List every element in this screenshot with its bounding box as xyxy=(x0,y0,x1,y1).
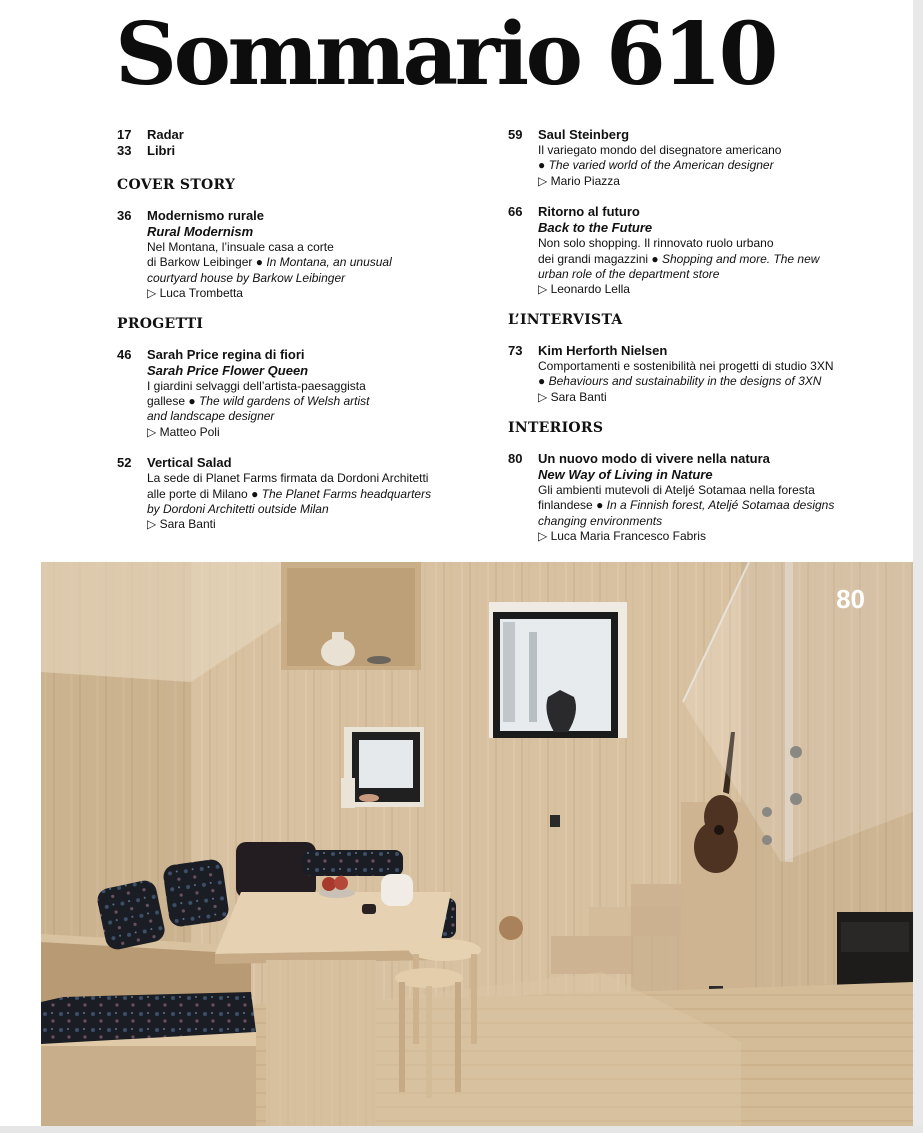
entry-subtitle: Back to the Future xyxy=(538,220,653,236)
entry-title: Kim Herforth Nielsen xyxy=(538,342,668,358)
toc-right-column xyxy=(508,127,878,545)
entry-author: Matteo Poli xyxy=(159,424,220,439)
triangle-right-icon: ▷ xyxy=(538,529,548,544)
toc-entry-radar[interactable] xyxy=(117,127,487,143)
entry-author: Luca Maria Francesco Fabris xyxy=(550,529,706,544)
entry-description-line: by Dordoni Architetti outside Milan xyxy=(147,502,329,517)
entry-author-line xyxy=(538,174,878,189)
entry-description-line: I giardini selvaggi dell’artista-paesaggista xyxy=(147,378,366,393)
entry-author: Mario Piazza xyxy=(550,173,620,188)
page-title: Sommario 610 xyxy=(115,4,775,105)
triangle-right-icon: ▷ xyxy=(538,173,548,188)
bullet-icon: ● xyxy=(538,374,546,389)
triangle-right-icon: ▷ xyxy=(538,389,548,404)
bullet-icon: ● xyxy=(255,255,263,270)
toc-entry-nuovo-modo-di-vivere[interactable] xyxy=(508,451,878,545)
entry-description-en: The Planet Farms headquarters xyxy=(261,486,432,501)
page-number: 52 xyxy=(117,455,132,471)
toc-entry-modernismo-rurale[interactable] xyxy=(117,208,487,302)
entry-subtitle: Sarah Price Flower Queen xyxy=(147,362,309,378)
page-number: 80 xyxy=(508,451,523,467)
interior-illustration xyxy=(41,562,913,1126)
entry-description-line: courtyard house by Barkow Leibinger xyxy=(147,270,346,285)
entry-description-line: and landscape designer xyxy=(147,409,275,424)
toc-left-column xyxy=(117,127,487,533)
bullet-icon: ● xyxy=(538,158,546,173)
entry-author: Luca Trombetta xyxy=(159,286,243,301)
interior-photo xyxy=(41,562,913,1126)
bullet-icon: ● xyxy=(596,498,604,513)
bullet-icon: ● xyxy=(651,251,659,266)
page-number: 66 xyxy=(508,204,523,220)
triangle-right-icon: ▷ xyxy=(147,517,157,532)
triangle-right-icon: ▷ xyxy=(147,286,157,301)
entry-description-en: Behaviours and sustainability in the designs of 3XN xyxy=(548,374,822,389)
entry-description-line: Il variegato mondo del disegnatore americano xyxy=(538,143,782,157)
entry-description-line xyxy=(538,158,878,173)
toc-entry-vertical-salad[interactable] xyxy=(117,455,487,533)
entry-description-en: In Montana, an unusual xyxy=(266,255,392,270)
entry-title: Ritorno al futuro xyxy=(538,204,640,220)
page-number: 17 xyxy=(117,127,132,142)
page-edge-bottom xyxy=(0,1126,923,1133)
entry-title: Modernismo rurale xyxy=(147,208,265,223)
page-number: 36 xyxy=(117,208,132,223)
entry-description-en: Shopping and more. The new xyxy=(662,251,820,266)
entry-description-line: Gli ambienti mutevoli di Ateljé Sotamaa nella foresta xyxy=(538,483,815,498)
section-heading-interiors: INTERIORS xyxy=(508,420,604,437)
entry-title: Sarah Price regina di fiori xyxy=(147,346,305,362)
entry-author-line xyxy=(538,390,878,405)
entry-description-line xyxy=(147,394,487,409)
entry-title: Un nuovo modo di vivere nella natura xyxy=(538,451,770,467)
toc-entry-kim-herforth-nielsen[interactable] xyxy=(508,343,878,405)
toc-entry-ritorno-al-futuro[interactable] xyxy=(508,204,878,298)
entry-author: Sara Banti xyxy=(550,389,607,404)
section-heading-progetti: PROGETTI xyxy=(117,315,204,332)
entry-subtitle: Rural Modernism xyxy=(147,224,254,239)
page-number: 59 xyxy=(508,127,523,142)
entry-title: Libri xyxy=(147,143,176,158)
toc-entry-libri[interactable] xyxy=(117,143,487,159)
entry-description-line: Nel Montana, l’insuale casa a corte xyxy=(147,240,334,254)
entry-description-line: urban role of the department store xyxy=(538,267,720,282)
entry-title: Saul Steinberg xyxy=(538,127,630,142)
entry-description-it: finlandese xyxy=(538,498,593,513)
page-number: 46 xyxy=(117,346,132,362)
entry-description-it: alle porte di Milano xyxy=(147,486,248,501)
entry-description-line: Comportamenti e sostenibilità nei progetti di studio 3XN xyxy=(538,358,834,373)
entry-description-line: La sede di Planet Farms firmata da Dordoni Architetti xyxy=(147,471,429,486)
entry-author-line xyxy=(538,529,878,544)
entry-description-line xyxy=(538,374,878,389)
entry-author-line xyxy=(147,425,487,440)
entry-subtitle: New Way of Living in Nature xyxy=(538,467,713,483)
entry-description-line xyxy=(147,255,487,270)
entry-author-line xyxy=(147,286,487,301)
page-edge-right xyxy=(913,0,923,1133)
toc-entry-saul-steinberg[interactable] xyxy=(508,127,878,189)
entry-description-line xyxy=(538,498,878,513)
page-number: 73 xyxy=(508,342,523,358)
bullet-icon: ● xyxy=(251,486,259,501)
section-heading-intervista: L’INTERVISTA xyxy=(508,311,623,328)
entry-description-it: dei grandi magazzini xyxy=(538,251,649,266)
triangle-right-icon: ▷ xyxy=(538,282,548,297)
entry-author: Leonardo Lella xyxy=(550,282,630,297)
page-badge: 80 xyxy=(836,584,865,614)
entry-title: Radar xyxy=(147,127,184,142)
section-heading-cover-story: COVER STORY xyxy=(117,177,236,193)
entry-description-line: changing environments xyxy=(538,513,663,528)
entry-description-line xyxy=(538,252,878,267)
entry-description-it: gallese xyxy=(147,394,186,409)
entry-description-en: In a Finnish forest, Ateljé Sotamaa designs xyxy=(606,498,835,513)
toc-entry-sarah-price[interactable] xyxy=(117,347,487,441)
entry-description-en: The varied world of the American designer xyxy=(548,158,774,173)
entry-author: Sara Banti xyxy=(159,517,216,532)
entry-description-it: di Barkow Leibinger xyxy=(147,255,253,270)
entry-author-line xyxy=(538,282,878,297)
triangle-right-icon: ▷ xyxy=(147,424,157,439)
entry-author-line xyxy=(147,517,487,532)
page-number: 33 xyxy=(117,143,132,158)
entry-description-line: Non solo shopping. Il rinnovato ruolo urbano xyxy=(538,236,774,251)
entry-description-line xyxy=(147,487,487,502)
entry-description-en: The wild gardens of Welsh artist xyxy=(198,394,370,409)
entry-title: Vertical Salad xyxy=(147,455,232,471)
bullet-icon: ● xyxy=(188,394,196,409)
